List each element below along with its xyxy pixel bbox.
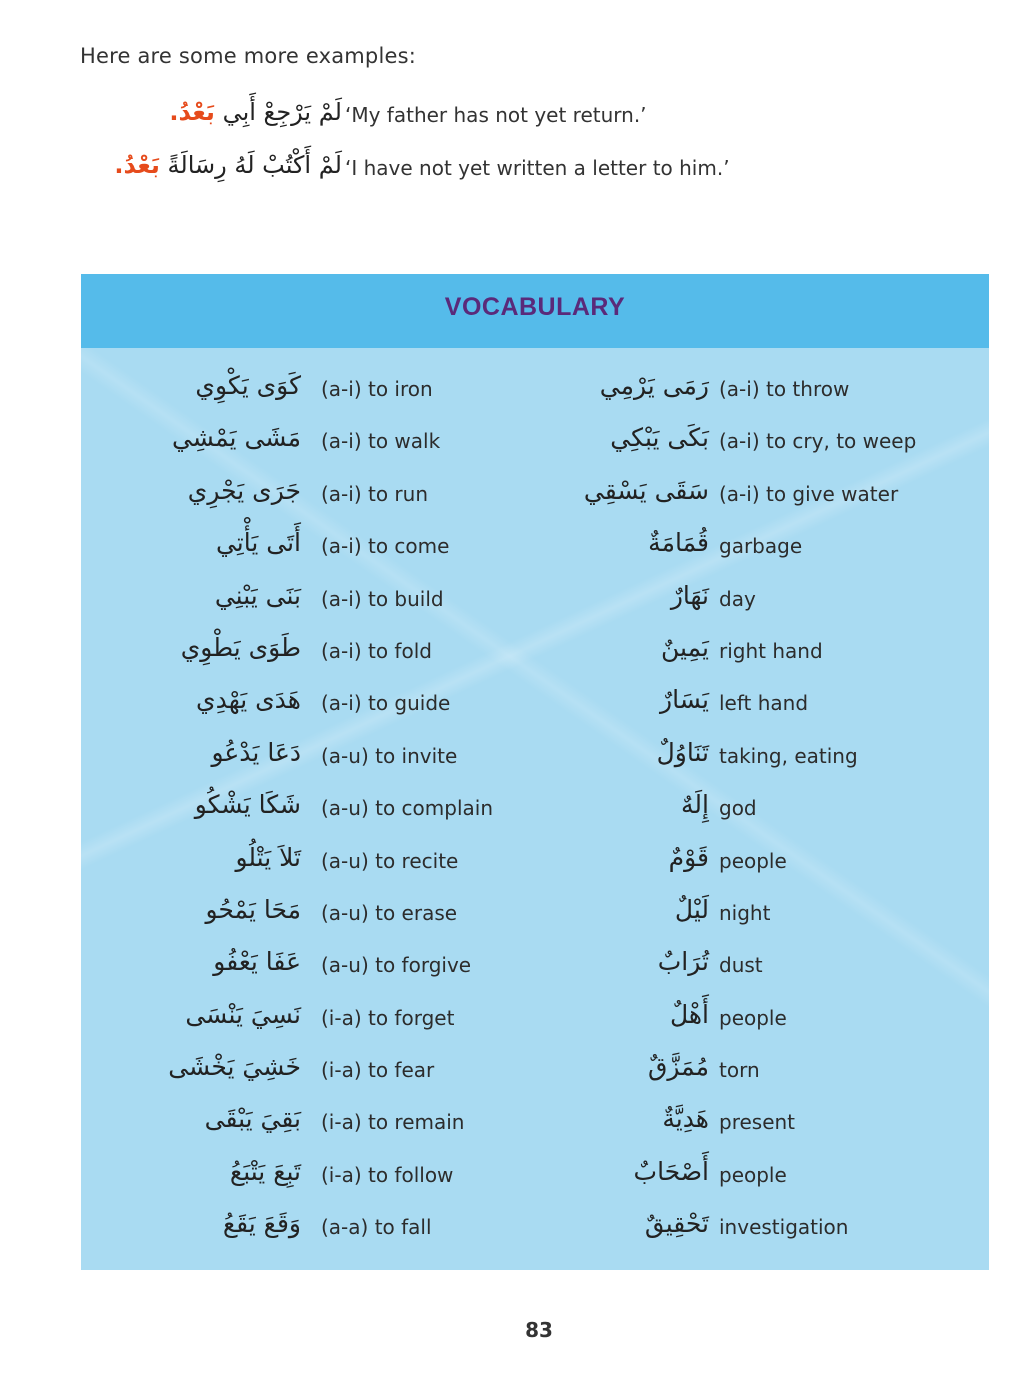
vocab-english: (i-a) to follow: [321, 1162, 454, 1187]
vocab-arabic: تَحْقِيقٌ: [644, 1209, 709, 1239]
vocab-arabic: لَيْلٌ: [674, 894, 709, 924]
vocab-english: (i-a) to remain: [321, 1110, 465, 1135]
vocab-arabic: هَدَى يَهْدِي: [196, 685, 301, 715]
example-highlight: بَعْدُ.: [114, 151, 160, 179]
vocab-arabic: هَدِيَّةٌ: [662, 1104, 709, 1134]
vocab-row: [541, 631, 989, 683]
vocab-arabic: دَعَا يَدْعُو: [211, 737, 301, 767]
vocab-arabic: سَقَى يَسْقِي: [583, 475, 709, 505]
vocab-english: (a-i) to cry, to weep: [719, 429, 917, 454]
vocab-english: (a-i) to guide: [321, 691, 451, 716]
vocab-arabic: شَكَا يَشْكُو: [194, 790, 301, 820]
vocab-english: (a-i) to give water: [719, 481, 899, 506]
vocab-row: [541, 1102, 989, 1154]
vocab-arabic: إِلَهٌ: [681, 790, 709, 820]
vocab-arabic: قَوْمٌ: [668, 842, 709, 872]
vocab-english: (a-i) to iron: [321, 377, 433, 401]
vocab-arabic: تَبِعَ يَتْبَعُ: [229, 1156, 301, 1186]
vocab-arabic: أَهْلٌ: [669, 999, 709, 1029]
vocab-arabic: قُمَامَةٌ: [648, 528, 709, 558]
intro-text: Here are some more examples:: [80, 44, 417, 68]
vocabulary-column-left: [81, 369, 541, 1260]
vocab-arabic: تُرَابٌ: [657, 947, 709, 977]
vocab-english: (a-u) to complain: [321, 796, 494, 821]
vocab-english: (a-i) to throw: [719, 377, 850, 401]
vocab-row: [541, 736, 989, 788]
vocab-english: (a-a) to fall: [321, 1215, 432, 1240]
vocab-row: [541, 1155, 989, 1207]
vocab-row: [541, 893, 989, 945]
vocab-english: (a-u) to forgive: [321, 953, 472, 978]
vocab-english: left hand: [719, 691, 809, 716]
vocab-row: [81, 1050, 541, 1102]
vocab-arabic: مُمَزَّقٌ: [647, 1052, 709, 1082]
vocab-english: (a-i) to build: [321, 586, 444, 611]
vocab-english: (i-a) to fear: [321, 1058, 435, 1083]
vocab-row: [541, 1207, 989, 1259]
vocab-arabic: خَشِيَ يَخْشَى: [168, 1052, 301, 1082]
vocab-english: torn: [719, 1058, 760, 1083]
vocab-row: [81, 736, 541, 788]
vocab-english: night: [719, 900, 771, 925]
vocab-english: (i-a) to forget: [321, 1005, 455, 1030]
vocab-row: [541, 998, 989, 1050]
example-highlight: بَعْدُ.: [169, 98, 215, 126]
example-translation: ‘I have not yet written a letter to him.’: [345, 156, 730, 180]
vocab-row: [81, 421, 541, 473]
page-number: 83: [525, 1318, 553, 1342]
vocab-row: [541, 421, 989, 473]
vocab-arabic: طَوَى يَطْوِي: [180, 632, 301, 662]
vocab-arabic: جَرَى يَجْرِي: [187, 475, 301, 505]
vocab-english: (a-u) to recite: [321, 848, 459, 873]
vocab-row: [81, 1207, 541, 1259]
vocab-english: garbage: [719, 534, 803, 559]
vocab-row: [81, 631, 541, 683]
vocab-arabic: نَهَارٌ: [670, 580, 709, 610]
example-arabic: لَمْ يَرْجِعْ أَبِي بَعْدُ.: [169, 98, 342, 126]
vocab-row: [81, 474, 541, 526]
vocab-english: right hand: [719, 638, 823, 663]
vocab-arabic: وَقَعَ يَقَعُ: [222, 1209, 301, 1239]
example-line-1: [0, 94, 1027, 138]
vocab-english: (a-u) to erase: [321, 900, 458, 925]
vocab-row: [81, 1102, 541, 1154]
vocab-english: people: [719, 1162, 787, 1187]
vocab-row: [81, 945, 541, 997]
example-translation: ‘My father has not yet return.’: [345, 103, 647, 127]
example-line-2: [0, 147, 1027, 191]
vocab-row: [81, 683, 541, 735]
vocab-english: investigation: [719, 1215, 849, 1240]
vocab-row: [81, 526, 541, 578]
vocab-row: [541, 526, 989, 578]
vocab-row: [541, 683, 989, 735]
vocab-english: people: [719, 848, 787, 873]
vocab-arabic: بَكَى يَبْكِي: [610, 423, 709, 453]
vocab-english: day: [719, 586, 756, 611]
vocab-arabic: تَلاَ يَتْلُو: [235, 842, 301, 872]
vocabulary-column-right: [541, 369, 989, 1260]
vocab-row: [541, 1050, 989, 1102]
vocabulary-header: [81, 274, 989, 348]
vocab-row: [81, 893, 541, 945]
vocab-english: taking, eating: [719, 743, 858, 768]
vocabulary-box: [81, 274, 989, 1270]
vocab-row: [81, 998, 541, 1050]
vocab-arabic: كَوَى يَكْوِي: [195, 371, 301, 400]
vocab-english: (a-i) to fold: [321, 638, 432, 663]
vocab-english: god: [719, 796, 757, 821]
vocab-english: (a-u) to invite: [321, 743, 458, 768]
vocab-english: people: [719, 1005, 787, 1030]
vocab-arabic: مَشَى يَمْشِي: [171, 423, 301, 453]
vocab-row: [81, 369, 541, 421]
vocab-english: (a-i) to walk: [321, 429, 441, 454]
vocab-row: [541, 841, 989, 893]
vocab-row: [81, 579, 541, 631]
example-arabic: لَمْ أَكْتُبْ لَهُ رِسَالَةً بَعْدُ.: [114, 151, 342, 179]
vocab-arabic: يَمِينٌ: [661, 632, 709, 662]
vocab-row: [81, 788, 541, 840]
vocab-english: present: [719, 1110, 796, 1135]
vocab-arabic: رَمَى يَرْمِي: [599, 371, 709, 400]
vocab-english: dust: [719, 953, 763, 978]
vocab-arabic: بَقِيَ يَبْقَى: [204, 1104, 301, 1134]
vocab-arabic: نَسِيَ يَنْسَى: [185, 999, 301, 1029]
vocab-arabic: أَصْحَابٌ: [633, 1156, 709, 1186]
vocab-row: [541, 579, 989, 631]
vocab-row: [81, 1155, 541, 1207]
vocab-english: (a-i) to run: [321, 481, 429, 506]
vocab-arabic: بَنَى يَبْنِي: [214, 580, 301, 610]
vocab-row: [541, 474, 989, 526]
vocab-arabic: يَسَارٌ: [660, 685, 709, 715]
vocabulary-title: VOCABULARY: [444, 293, 626, 321]
vocab-arabic: عَفَا يَعْفُو: [213, 947, 301, 977]
vocab-arabic: مَحَا يَمْحُو: [205, 894, 301, 924]
vocab-row: [81, 841, 541, 893]
vocab-row: [541, 788, 989, 840]
vocab-row: [541, 945, 989, 997]
vocab-row: [541, 369, 989, 421]
vocab-arabic: أَتَى يَأْتِي: [215, 528, 301, 558]
vocab-english: (a-i) to come: [321, 534, 450, 559]
vocab-arabic: تَنَاوُلٌ: [656, 737, 709, 767]
